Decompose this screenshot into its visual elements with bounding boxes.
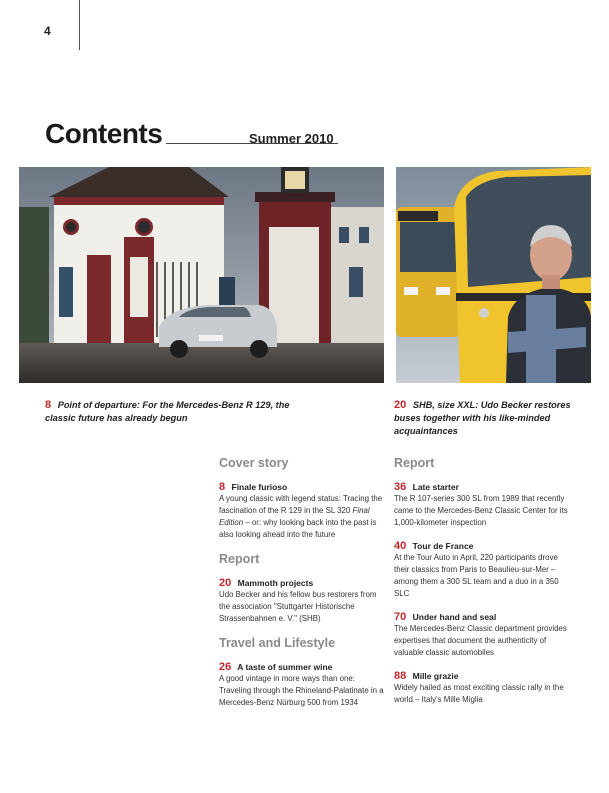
toc-entry-title (219, 577, 384, 589)
toc-entry-page: 36 (394, 481, 407, 493)
toc-entry[interactable] (219, 577, 384, 625)
caption-right-page: 20 (394, 399, 407, 411)
section-heading-report-right: Report (394, 456, 435, 470)
toc-entry-desc-part1: A young classic with legend status: Tracing the fascination of the R 129 in the SL 320 (219, 494, 383, 515)
section-heading-cover-story: Cover story (219, 456, 289, 470)
toc-entry-title (394, 481, 569, 493)
section-heading-report: Report (219, 552, 260, 566)
photo-bus-restorer (396, 167, 591, 383)
toc-entry-title (394, 670, 569, 682)
toc-entry-title (219, 661, 384, 673)
toc-entry-page: 40 (394, 540, 407, 552)
toc-entry-page: 8 (219, 481, 226, 493)
toc-entry[interactable] (394, 670, 569, 706)
toc-entry-desc-part2: – or: why looking back into the past is also looking ahead into the future (219, 518, 377, 539)
toc-entry-desc-italic: Final Edition (219, 506, 370, 527)
toc-entry[interactable] (219, 661, 384, 709)
toc-entry-page: 88 (394, 670, 407, 682)
toc-entry-page: 20 (219, 577, 232, 589)
toc-entry-description: The R 107-series 300 SL from 1989 that recently came to the Mercedes-Benz Classic Center for its 1,000-kilometer inspection (394, 494, 568, 527)
toc-entry-description: A good vintage in more ways than one: Traveling through the Rhineland-Palatinate in a Mercedes-Benz Nürburg 500 from 1934 (219, 674, 384, 707)
header-divider (79, 0, 80, 50)
toc-entry-heading: Mille grazie (412, 671, 459, 681)
toc-entry[interactable] (394, 540, 569, 600)
toc-column-right (394, 456, 569, 717)
toc-entry-description: At the Tour Auto in April, 220 participants drove their classics from Paris to Beaulieu-sur-Mer – among them a 300 SL team and a duo in a 350 SLC (394, 553, 559, 598)
toc-entry-heading: Tour de France (412, 541, 474, 551)
caption-left-text: Point of departure: For the Mercedes-Benz R 129, the classic future has already begun (45, 400, 290, 423)
toc-entry-description: Widely hailed as most exciting classic rally in the world – Italy's Mille Miglia (394, 683, 564, 704)
toc-entry-description: Udo Becker and his fellow bus restorers from the association "Stuttgarter Historische Strassenbahnen e. V." (SHB) (219, 590, 377, 623)
photo-villa-gate (19, 167, 384, 383)
toc-entry-title (394, 611, 569, 623)
toc-entry-page: 70 (394, 611, 407, 623)
toc-entry-title (394, 540, 569, 552)
toc-entry[interactable] (219, 481, 384, 541)
caption-right (394, 399, 594, 438)
caption-right-text: SHB, size XXL: Udo Becker restores buses together with his like-minded acquaintances (394, 400, 571, 436)
toc-entry[interactable] (394, 481, 569, 529)
toc-entry[interactable] (394, 611, 569, 659)
toc-entry-heading: A taste of summer wine (237, 662, 333, 672)
toc-entry-heading: Mammoth projects (237, 578, 314, 588)
caption-left (45, 399, 305, 425)
page-title: Contents (45, 118, 163, 149)
issue-label: Summer 2010 (249, 131, 334, 146)
toc-entry-page: 26 (219, 661, 232, 673)
caption-left-page: 8 (45, 399, 52, 411)
section-heading-travel: Travel and Lifestyle (219, 636, 336, 650)
page-number: 4 (44, 24, 51, 38)
toc-entry-description (219, 493, 384, 541)
toc-column-left (219, 456, 384, 720)
toc-entry-heading: Finale furioso (231, 482, 288, 492)
toc-entry-title (219, 481, 384, 493)
toc-entry-heading: Late starter (412, 482, 459, 492)
toc-entry-description: The Mercedes-Benz Classic department provides expertises that document the authenticity of valuable classic automobiles (394, 624, 567, 657)
toc-entry-heading: Under hand and seal (412, 612, 497, 622)
